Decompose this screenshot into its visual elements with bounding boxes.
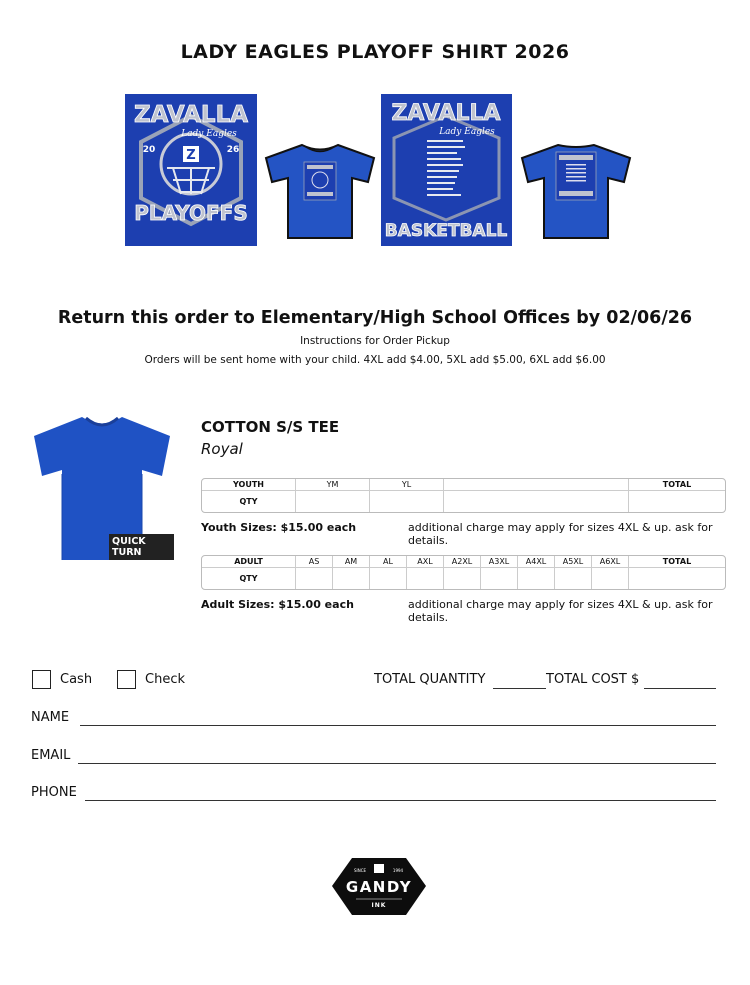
front-shirt-mockup: [264, 142, 376, 240]
total-quantity-field[interactable]: [493, 688, 546, 689]
cash-label: Cash: [60, 672, 93, 687]
adult-total-label: TOTAL: [629, 556, 725, 568]
youth-size-yl: YL: [370, 479, 444, 491]
total-cost-field[interactable]: [644, 688, 716, 689]
adult-qty-a6xl[interactable]: [592, 568, 629, 589]
adult-size-axl: AXL: [407, 556, 444, 568]
youth-size-ym: YM: [296, 479, 370, 491]
phone-field[interactable]: [85, 800, 716, 801]
adult-size-table: [201, 555, 726, 590]
adult-qty-label: QTY: [202, 568, 296, 589]
cash-checkbox[interactable]: [32, 670, 51, 689]
product-name: COTTON S/S TEE: [201, 418, 340, 436]
youth-size-table: [201, 478, 726, 513]
adult-qty-as[interactable]: [296, 568, 333, 589]
youth-qty-blank: [444, 491, 629, 512]
back-shirt-mockup: [520, 142, 632, 240]
adult-qty-total[interactable]: [629, 568, 725, 589]
youth-blank-header: [444, 479, 629, 491]
name-label: NAME: [31, 710, 70, 725]
adult-qty-al[interactable]: [370, 568, 407, 589]
check-label: Check: [145, 672, 185, 687]
adult-size-as: AS: [296, 556, 333, 568]
youth-note: additional charge may apply for sizes 4XL & up. ask for details.: [408, 521, 713, 547]
adult-size-a3xl: A3XL: [481, 556, 518, 568]
logo-shirt-icon: [374, 864, 384, 873]
front-script-text: Lady Eagles: [181, 129, 237, 139]
pickup-heading: Instructions for Order Pickup: [300, 335, 450, 347]
youth-label: YOUTH: [202, 479, 296, 491]
logo-since: SINCE: [353, 868, 367, 873]
adult-qty-a2xl[interactable]: [444, 568, 481, 589]
adult-size-a4xl: A4XL: [518, 556, 555, 568]
adult-qty-am[interactable]: [333, 568, 370, 589]
front-design-image: [125, 94, 257, 246]
youth-total-label: TOTAL: [629, 479, 725, 491]
back-design-image: [381, 94, 512, 246]
adult-note: additional charge may apply for sizes 4XL & up. ask for details.: [408, 598, 713, 624]
gandy-ink-logo: [332, 858, 426, 915]
name-field[interactable]: [80, 725, 716, 726]
return-instructions: Return this order to Elementary/High School Offices by 02/06/26: [57, 308, 693, 328]
svg-text:Z: Z: [186, 148, 196, 163]
product-color: Royal: [201, 440, 243, 458]
front-word-text: PLAYOFFS: [134, 201, 248, 225]
adult-qty-a5xl[interactable]: [555, 568, 592, 589]
logo-sub: INK: [371, 902, 387, 909]
front-year-right: 26: [226, 145, 240, 155]
back-word-text: BASKETBALL: [384, 221, 508, 241]
adult-size-al: AL: [370, 556, 407, 568]
quick-turn-badge: QUICK TURN: [109, 534, 174, 560]
back-school-text: ZAVALLA: [391, 101, 501, 126]
total-quantity-label: TOTAL QUANTITY: [374, 672, 486, 687]
back-script-text: Lady Eagles: [439, 127, 495, 137]
pickup-text: Orders will be sent home with your child. 4XL add $4.00, 5XL add $5.00, 6XL add $6.00: [144, 354, 606, 366]
adult-label: ADULT: [202, 556, 296, 568]
front-year-left: 20: [142, 145, 156, 155]
total-cost-label: TOTAL COST $: [546, 672, 640, 687]
back-design-art: [381, 94, 512, 246]
front-design-art: [125, 94, 257, 246]
product-shirt-image: [30, 414, 174, 564]
youth-qty-label: QTY: [202, 491, 296, 512]
adult-qty-axl[interactable]: [407, 568, 444, 589]
email-label: EMAIL: [31, 748, 71, 763]
adult-qty-a3xl[interactable]: [481, 568, 518, 589]
phone-label: PHONE: [31, 785, 77, 800]
front-school-text: ZAVALLA: [133, 102, 249, 128]
email-field[interactable]: [78, 763, 716, 764]
youth-price: Youth Sizes: $15.00 each: [201, 521, 357, 534]
page-title: LADY EAGLES PLAYOFF SHIRT 2026: [180, 41, 570, 63]
adult-size-a6xl: A6XL: [592, 556, 629, 568]
adult-price: Adult Sizes: $15.00 each: [201, 598, 354, 611]
logo-brand: GANDY: [345, 878, 413, 896]
youth-qty-ym[interactable]: [296, 491, 370, 512]
check-checkbox[interactable]: [117, 670, 136, 689]
youth-qty-yl[interactable]: [370, 491, 444, 512]
youth-qty-total[interactable]: [629, 491, 725, 512]
adult-size-a2xl: A2XL: [444, 556, 481, 568]
adult-size-a5xl: A5XL: [555, 556, 592, 568]
logo-year: 1994: [392, 868, 404, 873]
adult-size-am: AM: [333, 556, 370, 568]
adult-qty-a4xl[interactable]: [518, 568, 555, 589]
